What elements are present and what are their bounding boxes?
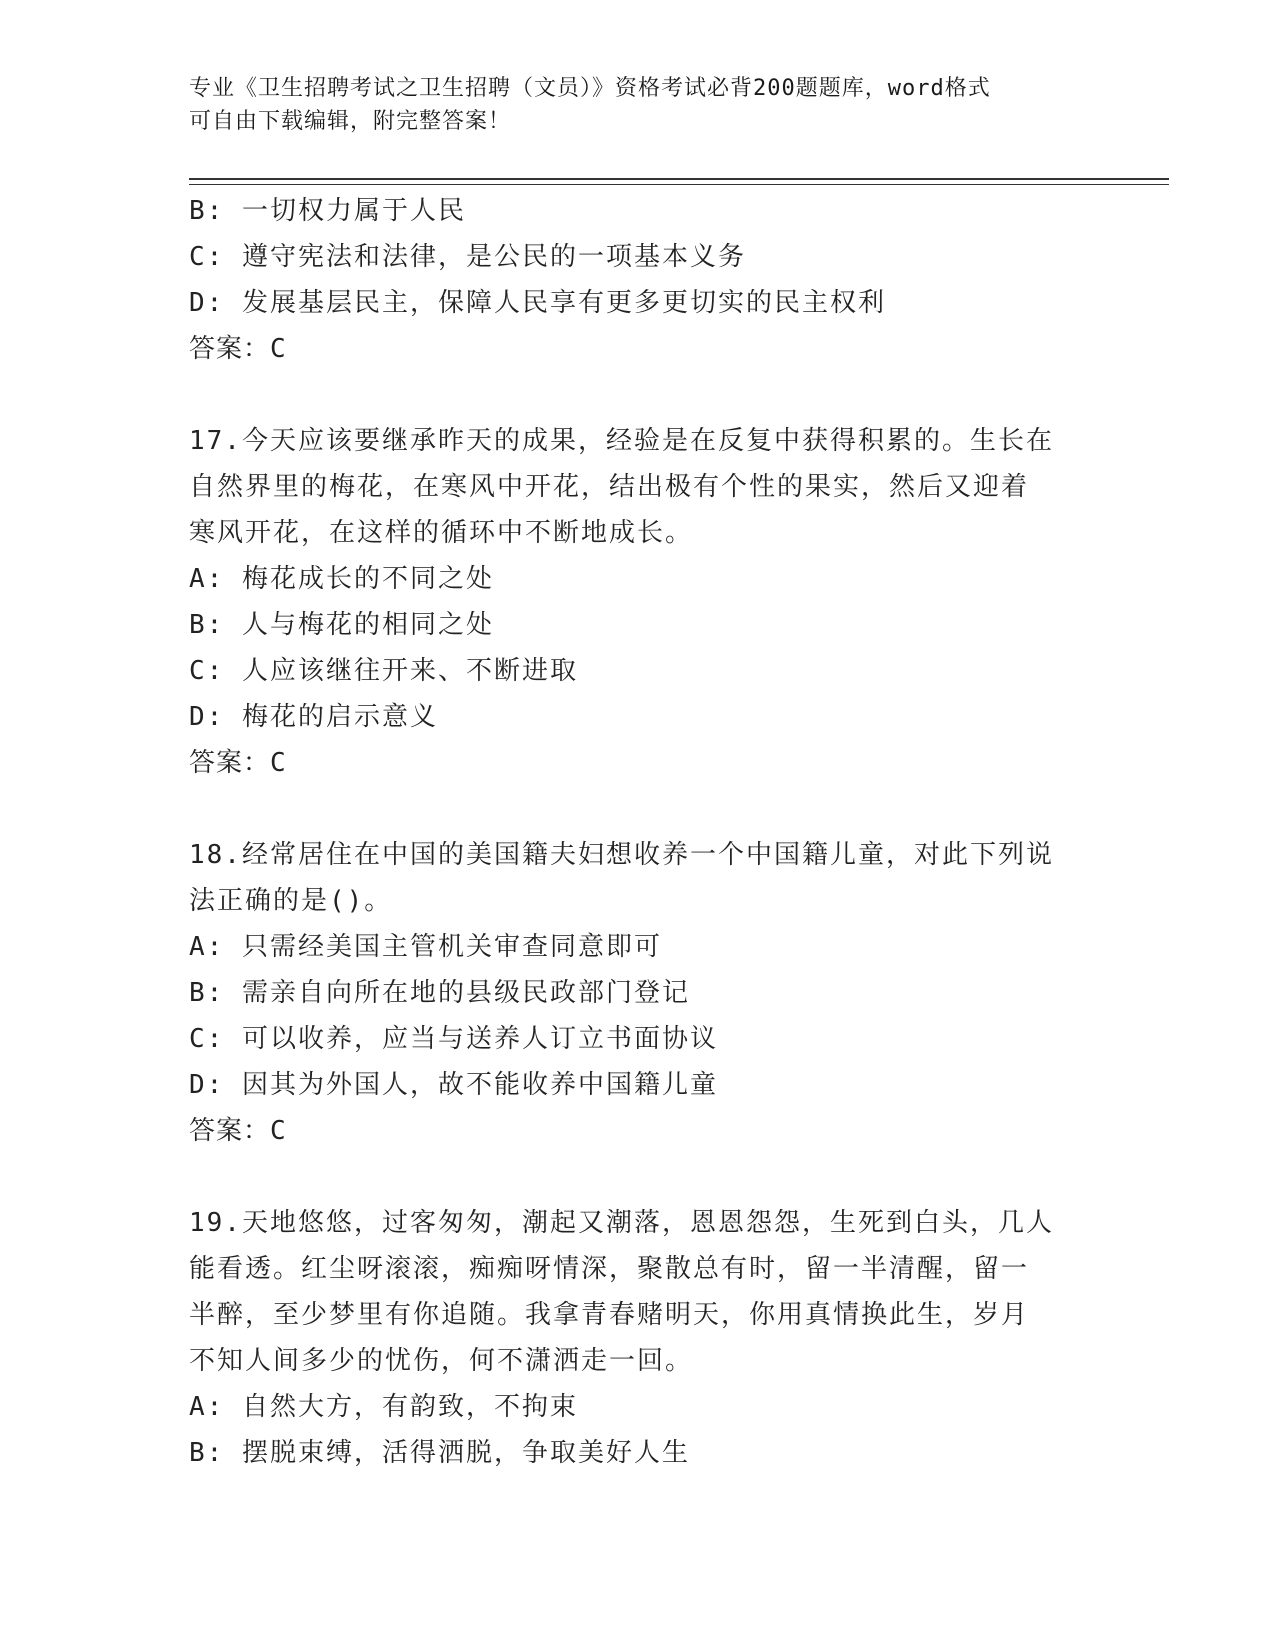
option-c: C: 人应该继往开来、不断进取 [189, 656, 578, 686]
header-divider-thick [189, 178, 1169, 180]
option-d: D: 因其为外国人，故不能收养中国籍儿童 [189, 1070, 718, 1100]
option-a: A: 梅花成长的不同之处 [189, 564, 494, 594]
option-b: B: 摆脱束缚，活得洒脱，争取美好人生 [189, 1438, 690, 1468]
header-title-line-1: 专业《卫生招聘考试之卫生招聘（文员）》资格考试必背200题题库，word格式 [189, 76, 991, 101]
option-b: B: 需亲自向所在地的县级民政部门登记 [189, 978, 690, 1008]
option-b: B: 人与梅花的相同之处 [189, 610, 494, 640]
question-stem-line: 17.今天应该要继承昨天的成果，经验是在反复中获得积累的。生长在 [189, 426, 1054, 456]
question-stem-line: 能看透。红尘呀滚滚，痴痴呀情深，聚散总有时，留一半清醒，留一 [189, 1254, 1030, 1284]
question-18 [189, 832, 1089, 1154]
option-d: D: 发展基层民主，保障人民享有更多更切实的民主权利 [189, 288, 886, 318]
option-b: B: 一切权力属于人民 [189, 196, 466, 226]
answer-line: 答案：C [189, 334, 287, 364]
answer-line: 答案：C [189, 1116, 287, 1146]
question-stem-line: 18.经常居住在中国的美国籍夫妇想收养一个中国籍儿童，对此下列说 [189, 840, 1054, 870]
question-stem-line: 自然界里的梅花，在寒风中开花，结出极有个性的果实，然后又迎着 [189, 472, 1030, 502]
answer-line: 答案：C [189, 748, 287, 778]
option-d: D: 梅花的启示意义 [189, 702, 438, 732]
question-stem-line: 19.天地悠悠，过客匆匆，潮起又潮落，恩恩怨怨，生死到白头，几人 [189, 1208, 1054, 1238]
option-a: A: 自然大方，有韵致，不拘束 [189, 1392, 578, 1422]
document-header [189, 72, 1089, 138]
question-stem-line: 不知人间多少的忧伤，何不潇洒走一回。 [189, 1346, 694, 1376]
header-title-line-2: 可自由下载编辑，附完整答案！ [189, 109, 512, 134]
question-16-continued [189, 188, 1089, 372]
question-19 [189, 1200, 1089, 1476]
option-c: C: 遵守宪法和法律，是公民的一项基本义务 [189, 242, 746, 272]
header-divider-thin [189, 184, 1169, 185]
question-content [189, 188, 1089, 1476]
option-c: C: 可以收养，应当与送养人订立书面协议 [189, 1024, 718, 1054]
option-a: A: 只需经美国主管机关审查同意即可 [189, 932, 662, 962]
question-stem-line: 法正确的是()。 [189, 886, 393, 916]
question-17 [189, 418, 1089, 786]
question-stem-line: 半醉，至少梦里有你追随。我拿青春赌明天，你用真情换此生，岁月 [189, 1300, 1030, 1330]
question-stem-line: 寒风开花，在这样的循环中不断地成长。 [189, 518, 694, 548]
